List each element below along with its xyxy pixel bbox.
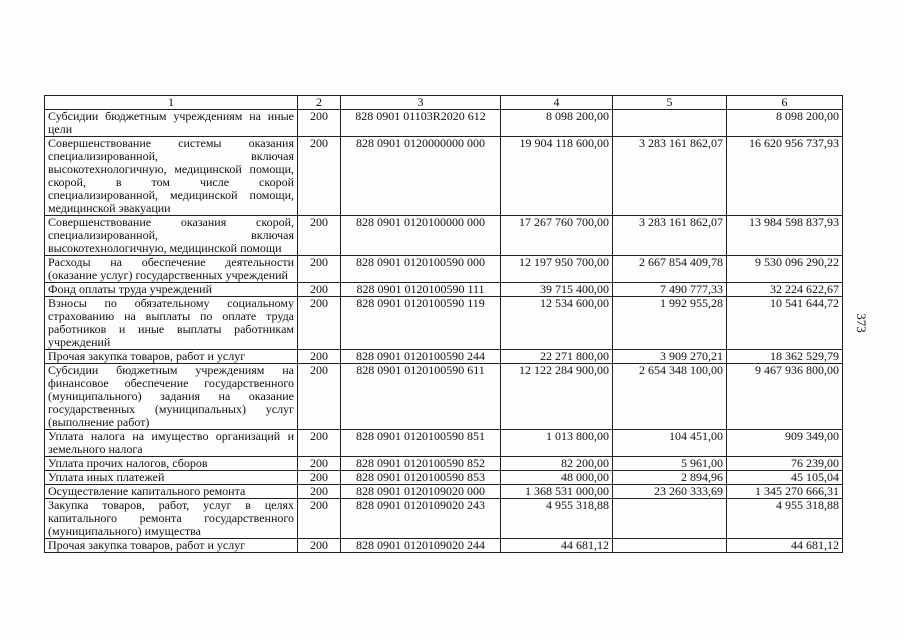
cell-remaining: 32 224 622,67 <box>727 283 843 297</box>
cell-code-a: 200 <box>298 297 341 350</box>
cell-remaining: 44 681,12 <box>727 539 843 553</box>
cell-executed: 3 283 161 862,07 <box>613 216 727 256</box>
table-row <box>45 350 843 364</box>
cell-executed <box>613 110 727 137</box>
cell-code-a: 200 <box>298 457 341 471</box>
cell-code-a: 200 <box>298 364 341 430</box>
cell-remaining: 9 467 936 800,00 <box>727 364 843 430</box>
cell-code-a: 200 <box>298 137 341 216</box>
cell-remaining: 13 984 598 837,93 <box>727 216 843 256</box>
cell-plan: 8 098 200,00 <box>501 110 613 137</box>
table-body <box>45 110 843 553</box>
cell-executed: 1 992 955,28 <box>613 297 727 350</box>
cell-code-b: 828 0901 0120100590 000 <box>341 256 501 283</box>
table-row <box>45 297 843 350</box>
cell-remaining: 45 105,04 <box>727 471 843 485</box>
cell-name: Закупка товаров, работ, услуг в целях капитального ремонта государственного (муниципального) имущества <box>45 499 298 539</box>
table-row <box>45 485 843 499</box>
header-col-2: 2 <box>298 96 341 110</box>
cell-code-a: 200 <box>298 471 341 485</box>
cell-code-a: 200 <box>298 430 341 457</box>
cell-plan: 19 904 118 600,00 <box>501 137 613 216</box>
cell-plan: 12 534 600,00 <box>501 297 613 350</box>
table-row <box>45 283 843 297</box>
cell-executed: 2 894,96 <box>613 471 727 485</box>
cell-name: Осуществление капитального ремонта <box>45 485 298 499</box>
cell-name: Фонд оплаты труда учреждений <box>45 283 298 297</box>
cell-plan: 4 955 318,88 <box>501 499 613 539</box>
cell-executed: 104 451,00 <box>613 430 727 457</box>
cell-code-b: 828 0901 0120100590 851 <box>341 430 501 457</box>
cell-remaining: 18 362 529,79 <box>727 350 843 364</box>
table-row <box>45 137 843 216</box>
cell-executed <box>613 499 727 539</box>
cell-remaining: 1 345 270 666,31 <box>727 485 843 499</box>
cell-executed <box>613 539 727 553</box>
cell-code-b: 828 0901 0120100000 000 <box>341 216 501 256</box>
cell-name: Расходы на обеспечение деятельности (оказание услуг) государственных учреждений <box>45 256 298 283</box>
table-row <box>45 499 843 539</box>
header-col-5: 5 <box>613 96 727 110</box>
header-col-6: 6 <box>727 96 843 110</box>
cell-plan: 39 715 400,00 <box>501 283 613 297</box>
cell-executed: 3 909 270,21 <box>613 350 727 364</box>
cell-name: Совершенствование оказания скорой, специализированной, включая высокотехнологичную, медицинской помощи <box>45 216 298 256</box>
cell-code-b: 828 0901 0120100590 244 <box>341 350 501 364</box>
cell-executed: 5 961,00 <box>613 457 727 471</box>
table-row <box>45 256 843 283</box>
table-row <box>45 110 843 137</box>
table-header <box>45 96 843 110</box>
table-row <box>45 457 843 471</box>
cell-name: Прочая закупка товаров, работ и услуг <box>45 539 298 553</box>
cell-code-b: 828 0901 0120100590 111 <box>341 283 501 297</box>
cell-executed: 3 283 161 862,07 <box>613 137 727 216</box>
cell-name: Субсидии бюджетным учреждениям на финансовое обеспечение государственного (муниципального) задания на оказание государственных (муниципальных) услуг (выполнение работ) <box>45 364 298 430</box>
header-col-1: 1 <box>45 96 298 110</box>
cell-code-b: 828 0901 0120100590 119 <box>341 297 501 350</box>
cell-code-a: 200 <box>298 539 341 553</box>
cell-remaining: 909 349,00 <box>727 430 843 457</box>
table-row <box>45 364 843 430</box>
cell-name: Уплата налога на имущество организаций и земельного налога <box>45 430 298 457</box>
cell-remaining: 9 530 096 290,22 <box>727 256 843 283</box>
header-col-3: 3 <box>341 96 501 110</box>
cell-plan: 17 267 760 700,00 <box>501 216 613 256</box>
cell-code-b: 828 0901 0120100590 852 <box>341 457 501 471</box>
cell-executed: 2 667 854 409,78 <box>613 256 727 283</box>
table-row <box>45 216 843 256</box>
table-row <box>45 430 843 457</box>
cell-code-b: 828 0901 0120100590 853 <box>341 471 501 485</box>
cell-code-a: 200 <box>298 110 341 137</box>
cell-plan: 82 200,00 <box>501 457 613 471</box>
cell-code-b: 828 0901 0120109020 243 <box>341 499 501 539</box>
cell-plan: 1 368 531 000,00 <box>501 485 613 499</box>
cell-remaining: 76 239,00 <box>727 457 843 471</box>
cell-name: Уплата иных платежей <box>45 471 298 485</box>
cell-plan: 22 271 800,00 <box>501 350 613 364</box>
cell-plan: 1 013 800,00 <box>501 430 613 457</box>
cell-plan: 48 000,00 <box>501 471 613 485</box>
cell-name: Прочая закупка товаров, работ и услуг <box>45 350 298 364</box>
page-number: 373 <box>854 313 869 333</box>
cell-code-a: 200 <box>298 283 341 297</box>
cell-remaining: 4 955 318,88 <box>727 499 843 539</box>
cell-remaining: 16 620 956 737,93 <box>727 137 843 216</box>
cell-code-b: 828 0901 0120109020 244 <box>341 539 501 553</box>
budget-table <box>44 95 843 553</box>
cell-code-a: 200 <box>298 350 341 364</box>
cell-executed: 7 490 777,33 <box>613 283 727 297</box>
table-row <box>45 471 843 485</box>
cell-name: Уплата прочих налогов, сборов <box>45 457 298 471</box>
cell-code-a: 200 <box>298 216 341 256</box>
cell-remaining: 8 098 200,00 <box>727 110 843 137</box>
cell-code-a: 200 <box>298 499 341 539</box>
cell-plan: 12 122 284 900,00 <box>501 364 613 430</box>
cell-executed: 23 260 333,69 <box>613 485 727 499</box>
cell-code-b: 828 0901 01103R2020 612 <box>341 110 501 137</box>
header-row <box>45 96 843 110</box>
cell-executed: 2 654 348 100,00 <box>613 364 727 430</box>
cell-code-a: 200 <box>298 256 341 283</box>
cell-code-b: 828 0901 0120109020 000 <box>341 485 501 499</box>
cell-plan: 12 197 950 700,00 <box>501 256 613 283</box>
cell-remaining: 10 541 644,72 <box>727 297 843 350</box>
cell-code-b: 828 0901 0120100590 611 <box>341 364 501 430</box>
header-col-4: 4 <box>501 96 613 110</box>
cell-name: Субсидии бюджетным учреждениям на иные цели <box>45 110 298 137</box>
table-row <box>45 539 843 553</box>
cell-plan: 44 681,12 <box>501 539 613 553</box>
cell-name: Взносы по обязательному социальному страхованию на выплаты по оплате труда работников и иные выплаты работникам учреждений <box>45 297 298 350</box>
cell-code-a: 200 <box>298 485 341 499</box>
cell-name: Совершенствование системы оказания специализированной, включая высокотехнологичную, медицинской помощи, скорой, в том числе скорой специализированной, медицинской помощи, медицинской эвакуации <box>45 137 298 216</box>
cell-code-b: 828 0901 0120000000 000 <box>341 137 501 216</box>
